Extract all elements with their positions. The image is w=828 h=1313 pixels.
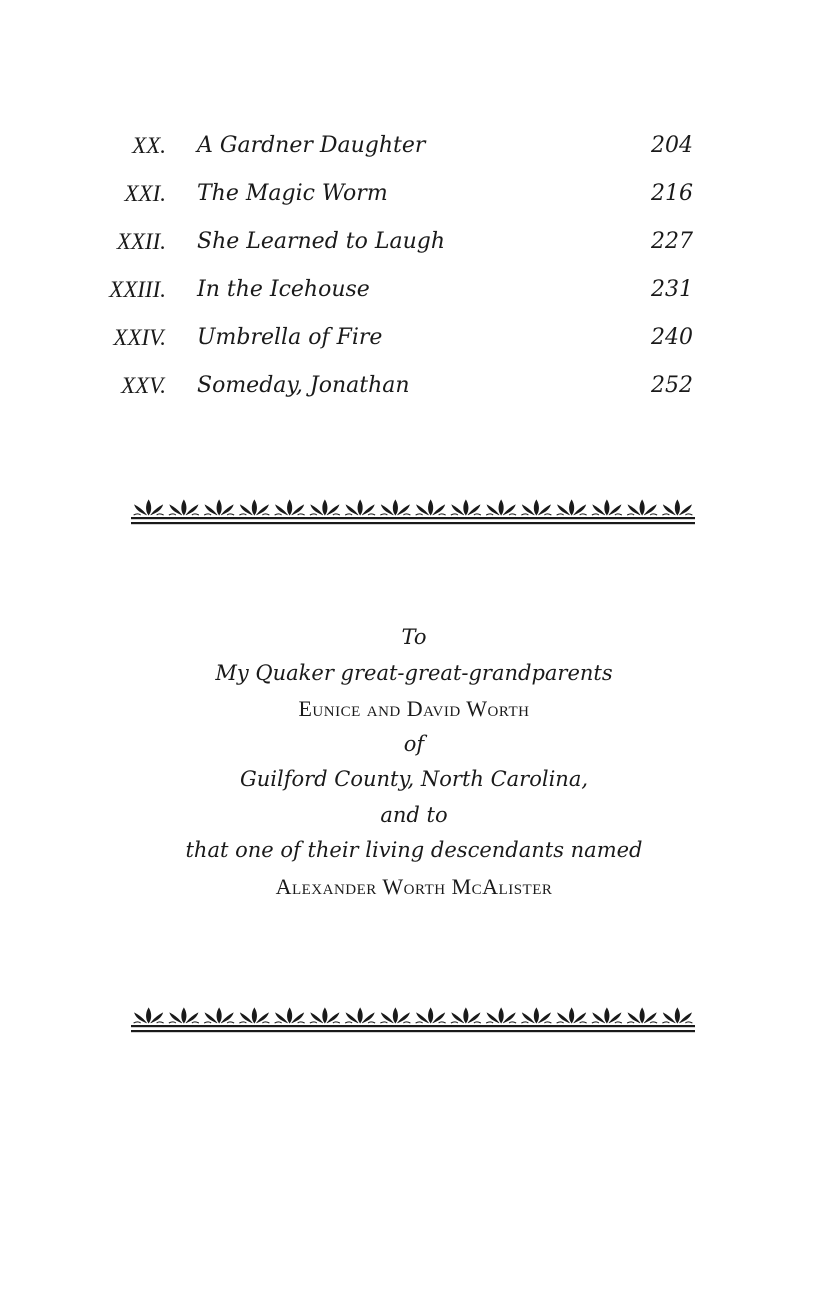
leaf-motif — [486, 1008, 516, 1023]
leaf-motif — [416, 500, 446, 515]
leaf-motif — [345, 1008, 375, 1023]
leaf-motif — [416, 1008, 446, 1023]
leaf-border-icon — [131, 496, 695, 530]
rule-line — [131, 1030, 695, 1032]
leaf-motif — [239, 1008, 269, 1023]
toc-entry — [0, 366, 828, 414]
chapter-title: In the Icehouse — [197, 277, 370, 302]
leaf-motif — [204, 1008, 234, 1023]
chapter-number: XXII. — [116, 229, 166, 254]
dedication-names: Alexander Worth McAlister — [275, 873, 553, 899]
dedication — [0, 620, 828, 904]
table-of-contents — [0, 126, 828, 414]
dedication-line: that one of their living descendants named — [185, 838, 643, 862]
rule-line — [131, 517, 695, 519]
chapter-page-number: 231 — [651, 277, 693, 302]
leaf-motif — [557, 500, 587, 515]
chapter-page-number: 240 — [651, 325, 693, 350]
rule-line — [131, 522, 695, 524]
dedication-line: and to — [380, 802, 448, 827]
leaf-motif — [310, 1008, 340, 1023]
leaf-motif — [275, 1008, 305, 1023]
rule-line — [131, 1025, 695, 1027]
leaf-motif — [275, 500, 305, 515]
leaf-motif — [627, 1008, 657, 1023]
chapter-title: A Gardner Daughter — [197, 133, 426, 158]
leaf-motif — [380, 1008, 410, 1023]
leaf-motif — [592, 500, 622, 515]
leaf-motif — [592, 1008, 622, 1023]
leaf-motif — [451, 500, 481, 515]
leaf-motif — [557, 1008, 587, 1023]
leaf-motif — [380, 500, 410, 515]
leaf-motif — [134, 1008, 164, 1023]
chapter-number: XXIV. — [113, 325, 166, 350]
leaf-motif — [662, 500, 692, 515]
leaf-motif — [310, 500, 340, 515]
leaf-motif — [345, 500, 375, 515]
dedication-line: of — [403, 731, 425, 756]
toc-entry — [0, 318, 828, 366]
chapter-page-number: 227 — [651, 229, 693, 254]
chapter-title: Someday, Jonathan — [197, 373, 410, 398]
dedication-names: Eunice and David Worth — [298, 696, 530, 721]
chapter-number: XX. — [132, 133, 166, 158]
dedication-line: Guilford County, North Carolina, — [239, 767, 589, 791]
leaf-motif — [169, 1008, 199, 1023]
leaf-motif — [134, 500, 164, 515]
chapter-number: XXI. — [124, 181, 166, 206]
leaf-motif — [451, 1008, 481, 1023]
toc-entry — [0, 174, 828, 222]
leaf-motif — [486, 500, 516, 515]
chapter-number: XXV. — [121, 373, 166, 398]
dedication-line: My Quaker great-great-grandparents — [215, 660, 613, 685]
leaf-motif — [521, 500, 551, 515]
toc-entry — [0, 126, 828, 174]
leaf-motif — [662, 1008, 692, 1023]
chapter-number: XXIII. — [109, 277, 166, 302]
ornamental-divider-top — [131, 496, 695, 530]
leaf-motif — [521, 1008, 551, 1023]
chapter-page-number: 252 — [651, 373, 693, 398]
ornamental-divider-bottom — [131, 1004, 695, 1038]
chapter-title: She Learned to Laugh — [197, 229, 446, 254]
leaf-motif — [239, 500, 269, 515]
leaf-border-icon — [131, 1004, 695, 1038]
toc-entry — [0, 270, 828, 318]
leaf-motif — [204, 500, 234, 515]
chapter-title: Umbrella of Fire — [197, 325, 383, 350]
chapter-page-number: 216 — [651, 181, 693, 206]
leaf-motif — [169, 500, 199, 515]
chapter-title: The Magic Worm — [197, 181, 388, 206]
chapter-page-number: 204 — [651, 133, 693, 158]
toc-entry — [0, 222, 828, 270]
leaf-motif — [627, 500, 657, 515]
dedication-line: To — [401, 625, 427, 649]
